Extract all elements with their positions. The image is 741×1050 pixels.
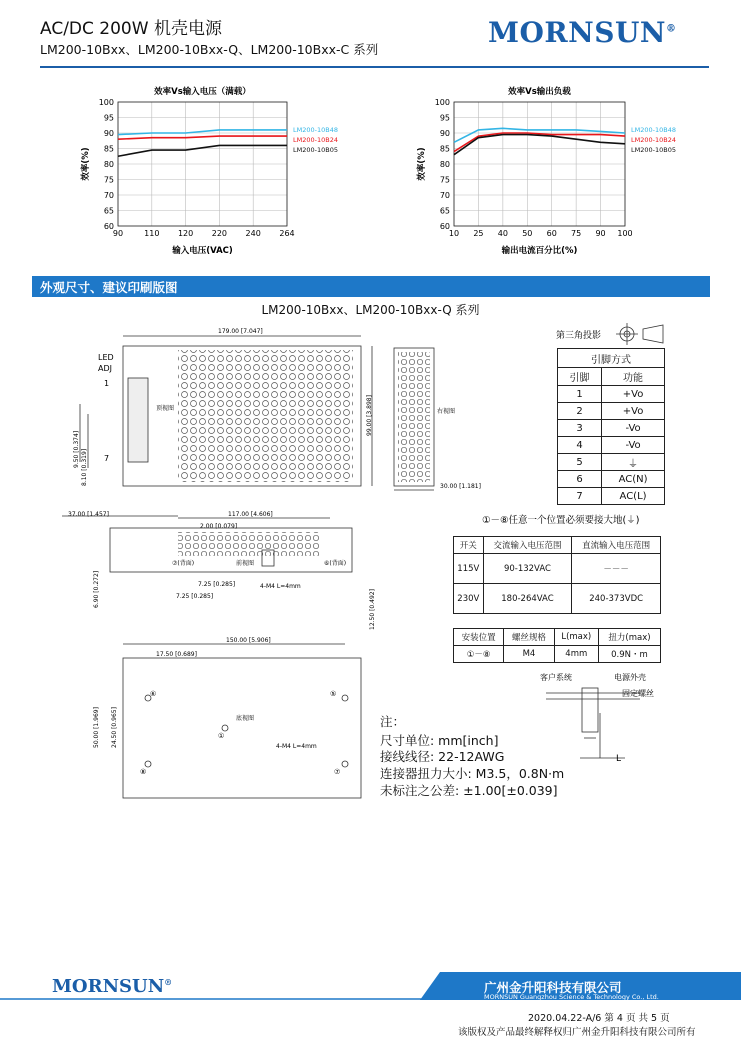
dc-range: －－－ [572, 554, 661, 584]
front-view-label: 前视图 [236, 560, 255, 567]
legend-entry: LM200-10B48 [293, 126, 338, 134]
table-row [558, 386, 665, 403]
pin-number: 7 [558, 488, 602, 505]
dim-bottom-50: 50.00 [1.969] [93, 707, 100, 748]
note-line: 未标注之公差: ±1.00[±0.039] [380, 783, 558, 798]
switch-table-header: 开关 [454, 537, 484, 554]
x-tick-label: 75 [571, 229, 582, 238]
label-led: LED [98, 353, 114, 362]
back-note-left: ⑦(背面) [172, 560, 195, 567]
series-line [118, 130, 287, 135]
projection-icon [616, 323, 663, 345]
pin-label-1: ① [218, 732, 225, 740]
table-row [454, 584, 661, 614]
dc-range: 240-373VDC [572, 584, 661, 614]
right-view-vent [398, 352, 430, 482]
table-row [558, 471, 665, 488]
x-tick-label: 90 [595, 229, 606, 238]
pin-last-label: 7 [104, 454, 110, 463]
date-page: 2020.04.22-A/6 第 4 页 共 5 页 [528, 1013, 670, 1024]
notes-title: 注： [380, 714, 406, 729]
dim-bottom-2450: 24.50 [0.965] [111, 707, 118, 748]
brand-logo-text: MORNSUN [488, 16, 666, 49]
table-row [558, 437, 665, 454]
x-tick-label: 10 [448, 229, 460, 238]
y-tick-label: 95 [439, 113, 450, 123]
x-tick-label: 25 [473, 229, 484, 238]
mount-label-shell: 电源外壳 [614, 673, 646, 682]
legend-entry: LM200-10B05 [631, 146, 676, 154]
brand-logo [488, 16, 676, 49]
x-tick-label: 90 [112, 229, 124, 238]
legend-entry: LM200-10B48 [631, 126, 676, 134]
pin-number: 5 [558, 454, 602, 471]
chart-title: 效率Vs输出负载 [508, 87, 571, 97]
dim-front-725b: 7.25 [0.285] [176, 593, 214, 600]
series-line [118, 145, 287, 156]
legend-entry: LM200-10B24 [631, 136, 676, 144]
y-tick-label: 60 [103, 222, 114, 231]
ground-note: ①－⑧任意一个位置必须要接大地(⏚) [482, 515, 640, 526]
pin-number: 3 [558, 420, 602, 437]
dim-front-725a: 7.25 [0.285] [198, 581, 236, 588]
switch-table [453, 536, 661, 614]
dim-depth: 30.00 [1.181] [440, 483, 481, 490]
x-tick-label: 220 [211, 229, 228, 238]
dim-height: 99.00 [3.898] [366, 395, 373, 436]
mount-label-system: 客户系统 [540, 673, 572, 682]
dim-front-2: 2.00 [0.079] [200, 523, 238, 530]
y-tick-label: 95 [103, 113, 114, 123]
back-note-right: ⑥(背面) [324, 560, 347, 567]
mount-hole-5 [342, 695, 348, 701]
pin-function: AC(L) [602, 488, 665, 505]
y-tick-label: 70 [439, 191, 450, 200]
dim-width: 179.00 [7.047] [218, 328, 263, 335]
pin-function: -Vo [602, 420, 665, 437]
header-rule [40, 66, 709, 68]
dim-edge: 8.10 [0.319] [81, 448, 88, 486]
pin-table [557, 348, 665, 505]
note-line: 尺寸单位: mm[inch] [380, 733, 499, 748]
pin-number: 1 [558, 386, 602, 403]
x-tick-label: 240 [245, 229, 261, 238]
y-tick-label: 80 [439, 160, 450, 169]
section-subtitle: LM200-10Bxx、LM200-10Bxx-Q 系列 [261, 303, 480, 317]
dim-pitch: 9.50 [0.374] [73, 430, 80, 468]
copyright: 该版权及产品最终解释权归广州金升阳科技有限公司所有 [458, 1027, 696, 1038]
projection-label: 第三角投影 [556, 331, 602, 341]
pin-number: 6 [558, 471, 602, 488]
legend-entry: LM200-10B05 [293, 146, 338, 154]
table-row [454, 554, 661, 584]
pin-label-6: ⑥ [150, 690, 157, 698]
dim-front-left: 37.00 [1.457] [68, 511, 109, 518]
pin-table-header: 引脚 [558, 368, 602, 386]
ac-range: 90-132VAC [483, 554, 572, 584]
switch-table-header: 直流输入电压范围 [572, 537, 661, 554]
y-axis-label: 效率(%) [417, 147, 427, 181]
screw-spec: M4 [504, 646, 554, 663]
pin-function: +Vo [602, 403, 665, 420]
x-tick-label: 40 [497, 229, 508, 238]
company-name-cn: 广州金升阳科技有限公司 [484, 980, 622, 995]
bottom-view-label: 底视图 [236, 715, 255, 722]
mount-label-screw: 固定螺丝 [622, 689, 654, 698]
legend-entry: LM200-10B24 [293, 136, 338, 144]
series-line [454, 135, 625, 155]
footer-logo-text: MORNSUN [52, 976, 165, 997]
x-tick-label: 50 [522, 229, 533, 238]
screw-length: 4mm [554, 646, 598, 663]
pin-first-label: 1 [104, 379, 110, 388]
pin-number: 2 [558, 403, 602, 420]
pin-table-header: 功能 [602, 368, 665, 386]
table-row [558, 403, 665, 420]
top-view-label: 顶视图 [156, 405, 175, 412]
y-tick-label: 85 [439, 144, 450, 154]
table-row [558, 488, 665, 505]
dim-front-117: 117.00 [4.606] [228, 511, 273, 518]
dim-front-690: 6.90 [0.272] [93, 570, 100, 608]
pin-label-8: ⑧ [140, 768, 147, 776]
chart-title: 效率Vs输入电压（满载） [154, 87, 251, 97]
table-row [454, 646, 661, 663]
ground-icon: ⏚ [602, 454, 665, 471]
x-tick-label: 110 [144, 229, 160, 238]
series-line [118, 136, 287, 139]
y-tick-label: 80 [103, 160, 114, 169]
document-subtitle: LM200-10Bxx、LM200-10Bxx-Q、LM200-10Bxx-C 系列 [40, 42, 379, 57]
y-tick-label: 90 [103, 129, 114, 138]
y-tick-label: 65 [439, 206, 450, 216]
section-title: 外观尺寸、建议印刷版图 [40, 280, 178, 295]
pin-label-7: ⑦ [334, 768, 341, 776]
switch-position: 115V [454, 554, 484, 584]
bottom-view-outline [123, 658, 361, 798]
x-tick-label: 120 [177, 229, 194, 238]
table-row [558, 420, 665, 437]
pin-label-5: ⑤ [330, 690, 337, 698]
dim-bottom-150: 150.00 [5.906] [226, 637, 271, 644]
table-row [558, 454, 665, 471]
y-axis-label: 效率(%) [81, 147, 91, 181]
y-tick-label: 100 [434, 98, 450, 107]
x-axis-label: 输入电压(VAC) [172, 246, 233, 256]
pin-function: AC(N) [602, 471, 665, 488]
dim-front-1250: 12.50 [0.492] [369, 589, 376, 630]
screw-table-header: 安装位置 [454, 629, 504, 646]
document-title: AC/DC 200W 机壳电源 [40, 19, 222, 39]
pin-function: -Vo [602, 437, 665, 454]
pin-function: +Vo [602, 386, 665, 403]
label-adj: ADJ [98, 364, 112, 373]
y-tick-label: 85 [103, 144, 114, 154]
screw-table-header: L(max) [554, 629, 598, 646]
footer-logo [52, 976, 172, 997]
y-tick-label: 90 [439, 129, 450, 138]
y-tick-label: 70 [103, 191, 114, 200]
switch-position: 230V [454, 584, 484, 614]
terminal-block [128, 378, 148, 462]
note-line: 连接器扭力大小: M3.5，0.8N·m [380, 766, 565, 781]
mount-hole-7 [342, 761, 348, 767]
mount-hole-8 [145, 761, 151, 767]
footer-registered-mark: ® [164, 977, 173, 987]
y-tick-label: 75 [439, 175, 450, 185]
ac-range: 180-264VAC [483, 584, 572, 614]
note-line: 接线线径: 22-12AWG [380, 749, 505, 764]
company-name-en: MORNSUN Guangzhou Science & Technology Co., Ltd. [484, 993, 659, 1001]
front-view-vent [178, 532, 320, 556]
registered-mark: ® [665, 23, 677, 35]
mount-label-l: L [616, 754, 622, 764]
pin-number: 4 [558, 437, 602, 454]
y-tick-label: 60 [439, 222, 450, 231]
x-tick-label: 60 [546, 229, 557, 238]
efficiency-charts [0, 80, 741, 270]
x-axis-label: 输出电流百分比(%) [501, 246, 578, 256]
switch-table-header: 交流输入电压范围 [483, 537, 572, 554]
y-tick-label: 100 [98, 98, 114, 107]
right-view-label: 右视图 [437, 408, 456, 415]
screw-table [453, 628, 661, 663]
y-tick-label: 65 [103, 206, 114, 216]
top-view-vent [178, 350, 353, 482]
mount-hole-1 [222, 725, 228, 731]
screw-torque: 0.9N・m [598, 646, 660, 663]
screw-bottom: 4-M4 L=4mm [276, 743, 317, 750]
mounting-detail [546, 688, 640, 758]
x-tick-label: 100 [617, 229, 633, 238]
x-tick-label: 264 [279, 229, 295, 238]
screw-table-header: 螺丝规格 [504, 629, 554, 646]
mount-position: ①－⑧ [454, 646, 504, 663]
screw-front: 4-M4 L=4mm [260, 583, 301, 590]
y-tick-label: 75 [103, 175, 114, 185]
screw-table-header: 扭力(max) [598, 629, 660, 646]
pin-table-title: 引脚方式 [558, 349, 665, 368]
dim-bottom-1750: 17.50 [0.689] [156, 651, 197, 658]
